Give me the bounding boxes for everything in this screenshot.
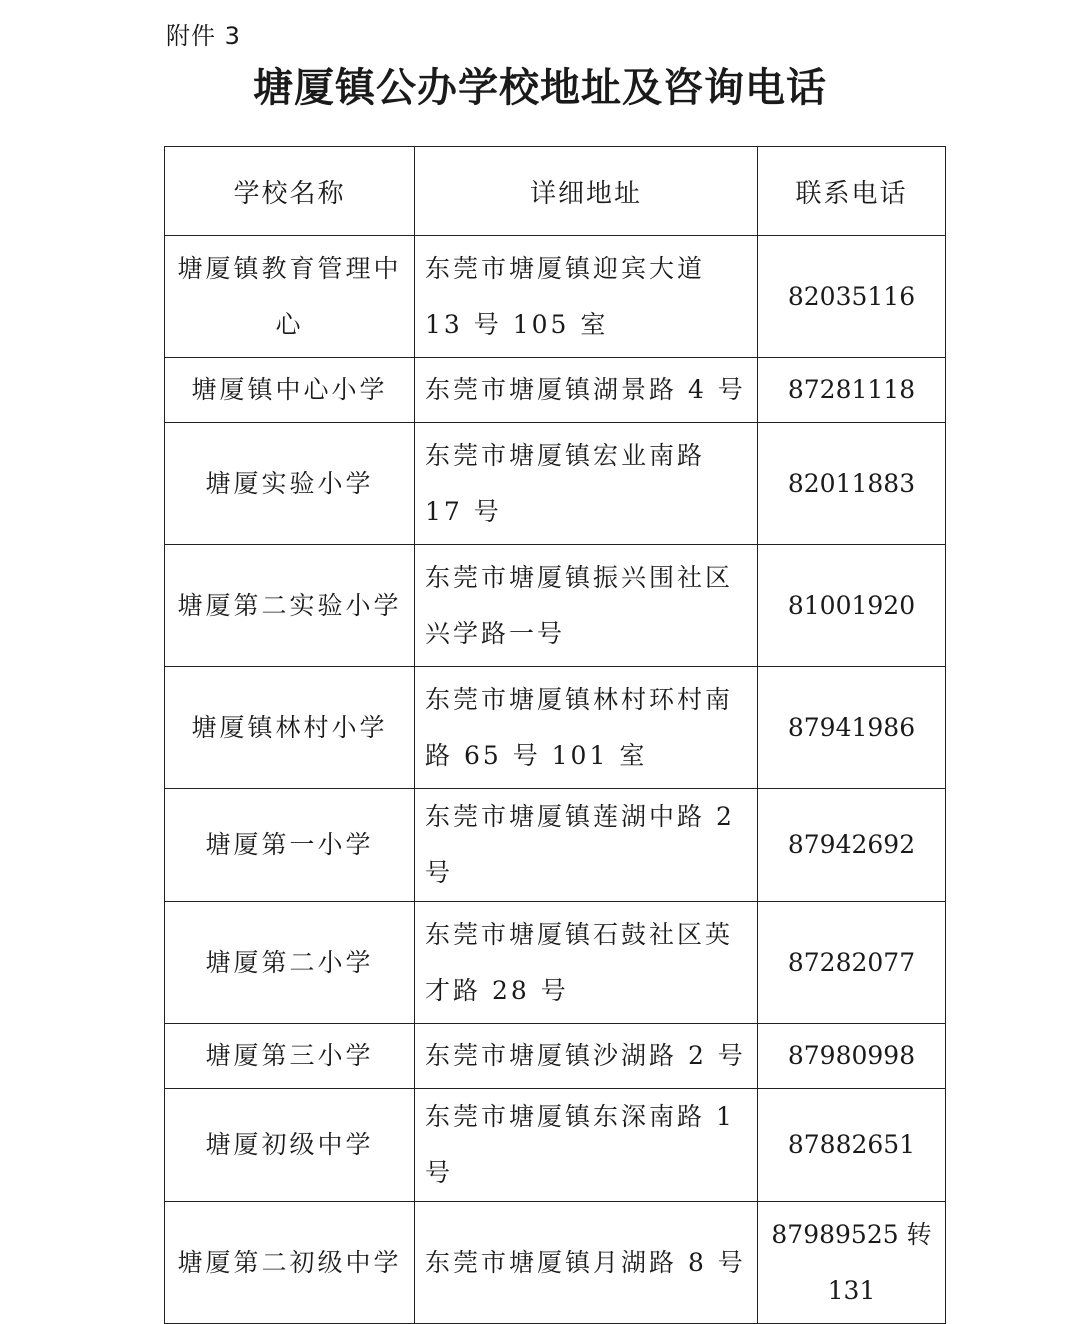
phone-cell: 87281118 — [758, 358, 946, 423]
table-row — [165, 902, 946, 1024]
header-school-name: 学校名称 — [165, 147, 415, 236]
table-row — [165, 423, 946, 545]
table-row — [165, 236, 946, 358]
school-contact-table — [164, 146, 946, 1324]
header-phone: 联系电话 — [758, 147, 946, 236]
address-cell: 东莞市塘厦镇沙湖路 2 号 — [415, 1024, 758, 1089]
address-cell: 东莞市塘厦镇振兴围社区兴学路一号 — [415, 545, 758, 667]
table-row — [165, 789, 946, 902]
school-name-cell: 塘厦镇教育管理中心 — [165, 236, 415, 358]
table-row — [165, 358, 946, 423]
address-cell: 东莞市塘厦镇石鼓社区英才路 28 号 — [415, 902, 758, 1024]
school-name-cell: 塘厦第三小学 — [165, 1024, 415, 1089]
table-row — [165, 1024, 946, 1089]
phone-cell: 87942692 — [758, 789, 946, 902]
document-title: 塘厦镇公办学校地址及咨询电话 — [253, 65, 827, 111]
address-cell: 东莞市塘厦镇月湖路 8 号 — [415, 1202, 758, 1324]
header-address: 详细地址 — [415, 147, 758, 236]
address-cell: 东莞市塘厦镇东深南路 1 号 — [415, 1089, 758, 1202]
address-cell: 东莞市塘厦镇湖景路 4 号 — [415, 358, 758, 423]
phone-cell: 82035116 — [758, 236, 946, 358]
school-name-cell: 塘厦镇中心小学 — [165, 358, 415, 423]
table-row — [165, 545, 946, 667]
table-header-row — [165, 147, 946, 236]
phone-cell: 87282077 — [758, 902, 946, 1024]
phone-cell: 87980998 — [758, 1024, 946, 1089]
annex-label: 附件 3 — [166, 22, 241, 50]
school-name-cell: 塘厦初级中学 — [165, 1089, 415, 1202]
school-name-cell: 塘厦第二初级中学 — [165, 1202, 415, 1324]
school-name-cell: 塘厦第二小学 — [165, 902, 415, 1024]
phone-cell: 87989525 转 131 — [758, 1202, 946, 1324]
address-cell: 东莞市塘厦镇林村环村南路 65 号 101 室 — [415, 667, 758, 789]
phone-cell: 87941986 — [758, 667, 946, 789]
school-name-cell: 塘厦镇林村小学 — [165, 667, 415, 789]
school-name-cell: 塘厦实验小学 — [165, 423, 415, 545]
address-cell: 东莞市塘厦镇宏业南路 17 号 — [415, 423, 758, 545]
table-row — [165, 1089, 946, 1202]
phone-cell: 82011883 — [758, 423, 946, 545]
address-cell: 东莞市塘厦镇莲湖中路 2 号 — [415, 789, 758, 902]
table-row — [165, 1202, 946, 1324]
address-cell: 东莞市塘厦镇迎宾大道 13 号 105 室 — [415, 236, 758, 358]
school-name-cell: 塘厦第一小学 — [165, 789, 415, 902]
school-name-cell: 塘厦第二实验小学 — [165, 545, 415, 667]
table-row — [165, 667, 946, 789]
phone-cell: 87882651 — [758, 1089, 946, 1202]
phone-cell: 81001920 — [758, 545, 946, 667]
